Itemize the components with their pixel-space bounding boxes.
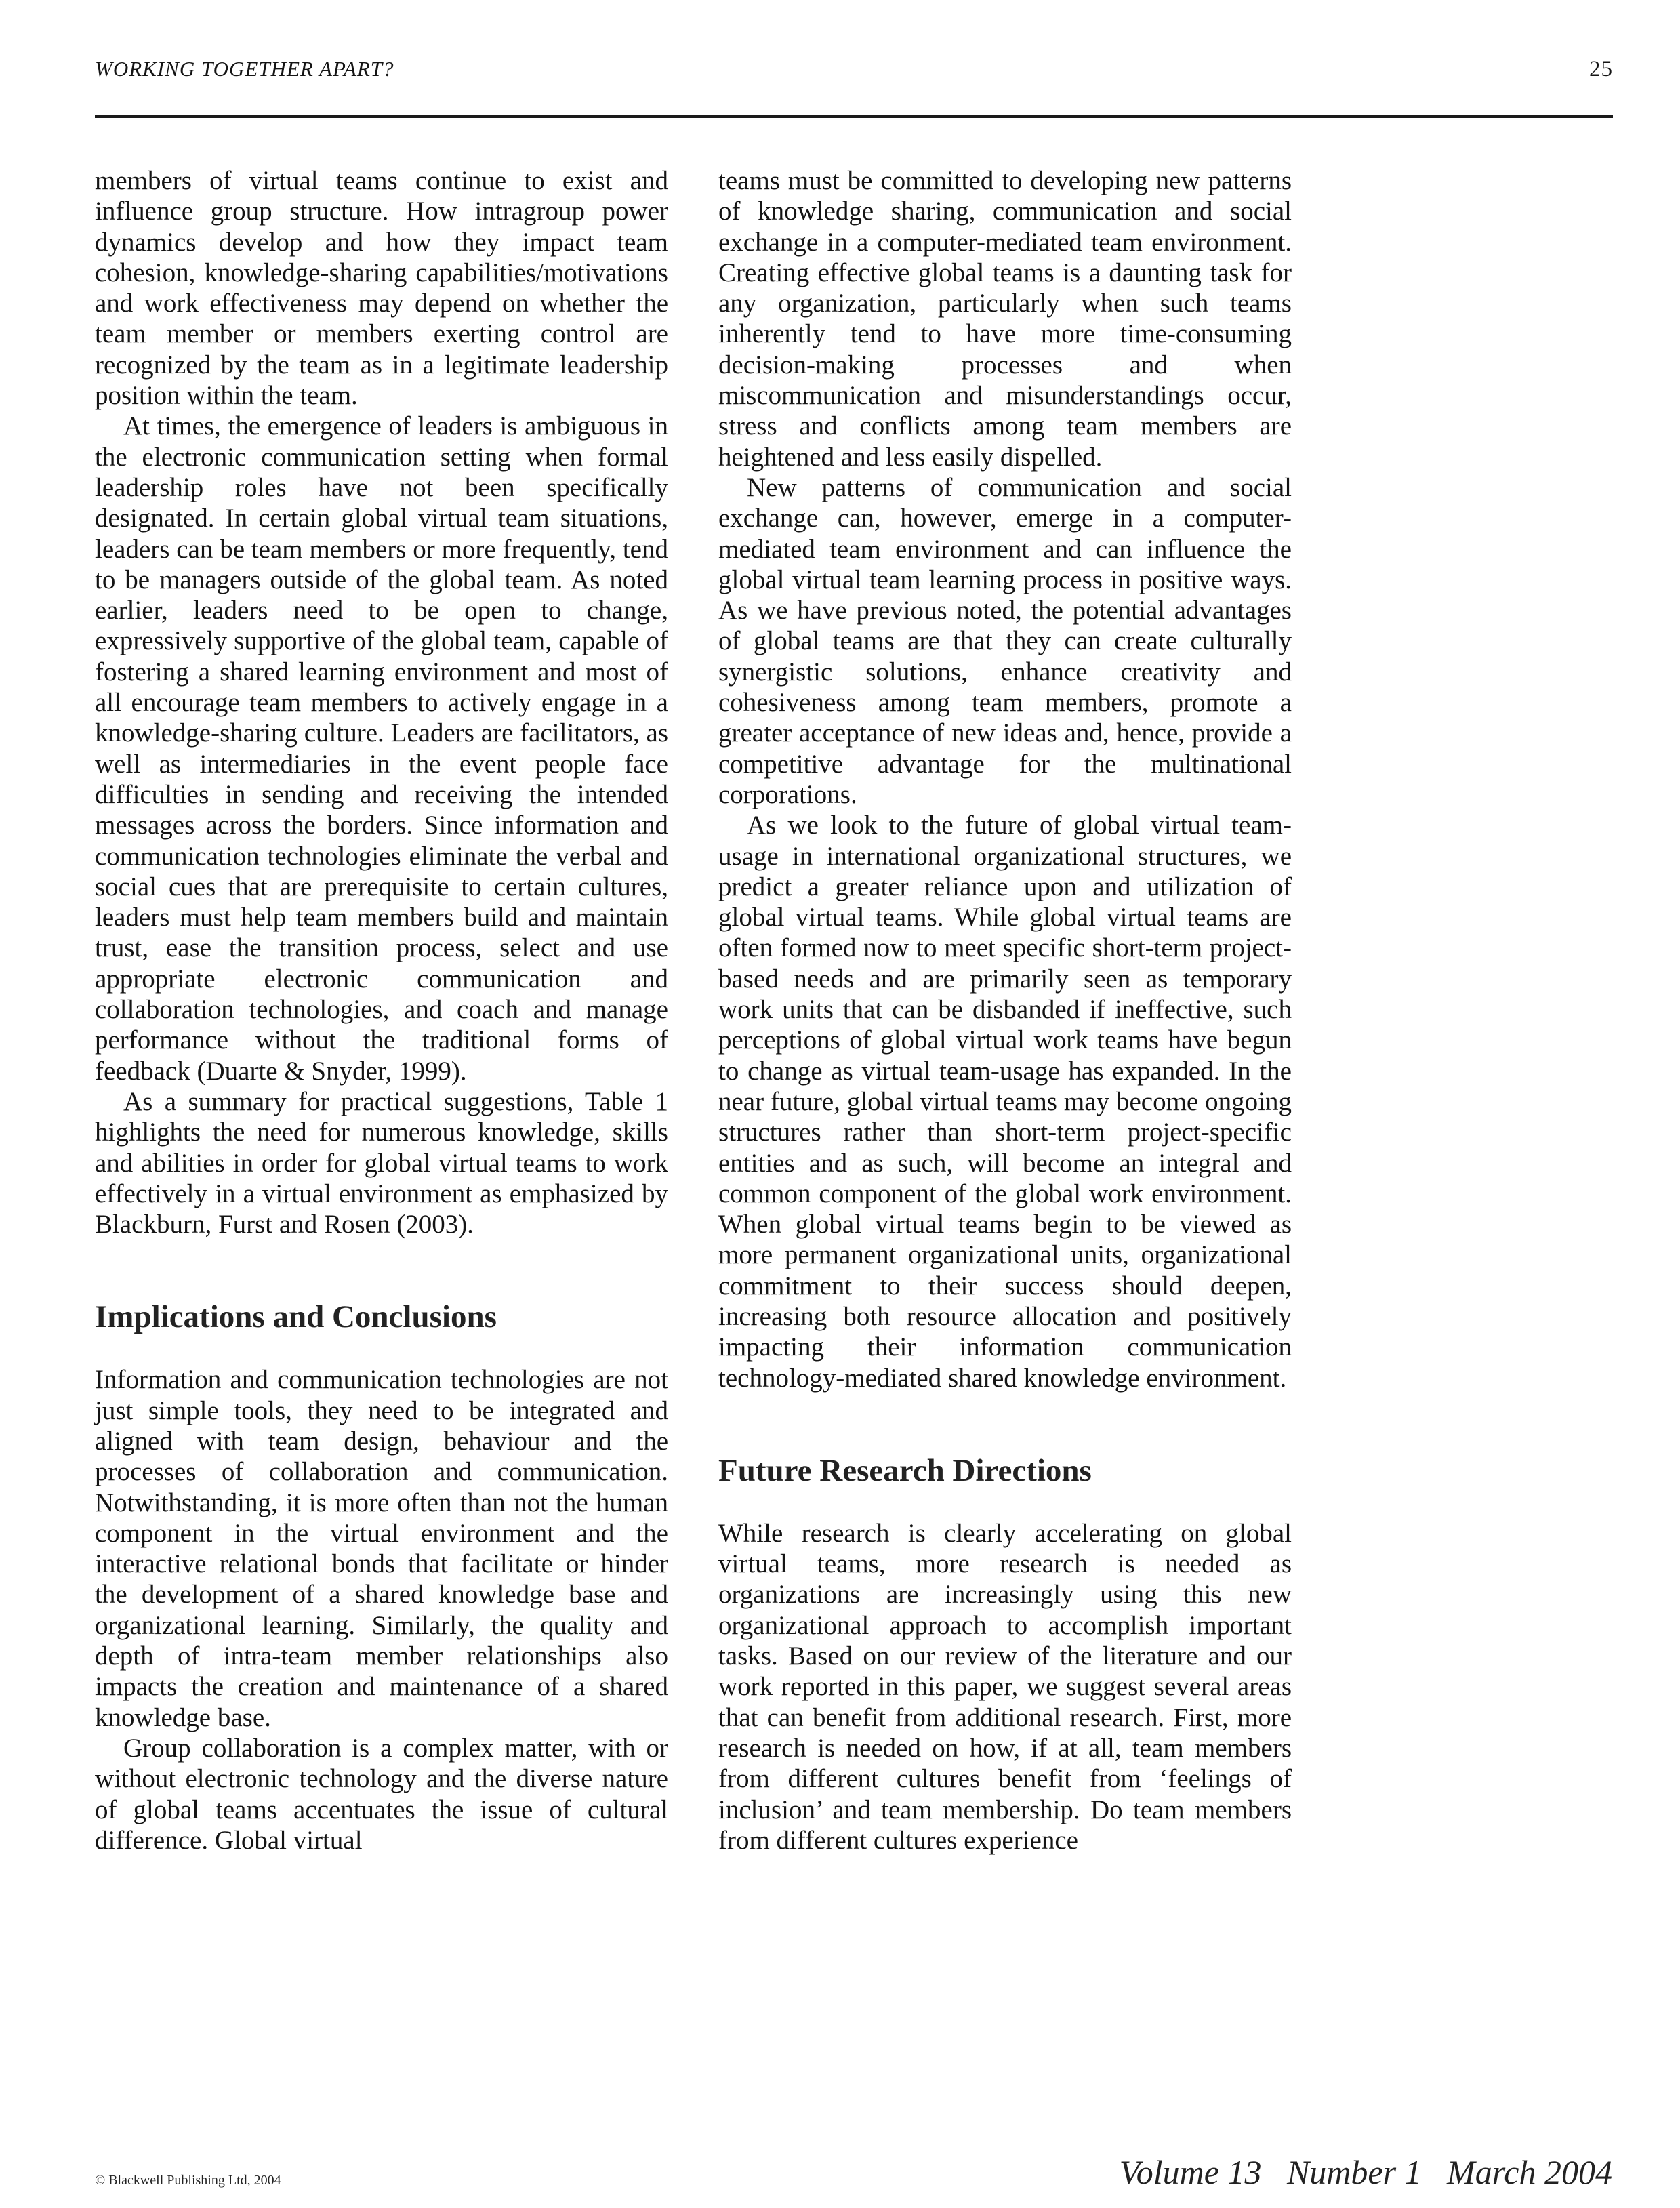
paragraph: teams must be committed to developing new patterns of knowledge sharing, communication and social exchange in a computer-mediated team environment. Creating effective global teams is a daunting task for any organization, particularly when such teams inherently tend to have more time-consuming decision-making processes and when miscommunication and misunderstandings occur, stress and conflicts among team members are heightened and less easily dispelled. (718, 166, 1292, 472)
paragraph: While research is clearly accelerating on global virtual teams, more research is needed as organizations are increasingly using this new organizational approach to accomplish important tasks. Based on our review of the literature and our work reported in this paper, we suggest several areas that can benefit from additional research. First, more research is needed on how, if at all, team members from different cultures benefit from ‘feelings of inclusion’ and team membership. Do team members from different cultures experience (718, 1518, 1292, 1855)
paragraph: New patterns of communication and social exchange can, however, emerge in a computer-mediated team environment and can influence the global virtual team learning process in positive ways. As we have previous noted, the potential advantages of global teams are that they can create culturally synergistic solutions, enhance creativity and cohesiveness among team members, promote a greater acceptance of new ideas and, hence, provide a competitive advantage for the multinational corporations. (718, 472, 1292, 809)
paragraph: As we look to the future of global virtual team-usage in international organizational structures, we predict a greater reliance upon and utilization of global virtual teams. While global virtual teams are often formed now to meet specific short-term project-based needs and are primarily seen as temporary work units that can be disbanded if ineffective, such perceptions of global virtual work teams have begun to change as virtual team-usage has expanded. In the near future, global virtual teams may become ongoing structures rather than short-term project-specific entities and as such, will become an integral and common component of the global work environment. When global virtual teams begin to be viewed as more permanent organizational units, organizational commitment to their success should deepen, increasing both resource allocation and positively impacting their information communication technology-mediated shared knowledge environment. (718, 811, 1292, 1393)
header-rule (95, 115, 1613, 118)
issue-info: Volume 13 Number 1 March 2004 (1119, 2153, 1612, 2191)
copyright-notice: © Blackwell Publishing Ltd, 2004 (95, 2173, 281, 2188)
paragraph: At times, the emergence of leaders is ambiguous in the electronic communication setting when formal leadership roles have not been specifically designated. In certain global virtual team situations, leaders can be team members or more frequently, tend to be managers outside of the global team. As noted earlier, leaders need to be open to change, expressively supportive of the global team, capable of fostering a shared learning environment and most of all encourage team members to actively engage in a knowledge-sharing culture. Leaders are facilitators, as well as intermediaries in the event people face difficulties in sending and receiving the intended messages across the borders. Since information and communication technologies eliminate the verbal and social cues that are prerequisite to certain cultures, leaders must help team members build and maintain trust, ease the transition process, select and use appropriate electronic communication and collaboration technologies, and coach and manage performance without the traditional forms of feedback (Duarte & Snyder, 1999). (95, 411, 668, 1086)
paragraph: As a summary for practical suggestions, Table 1 highlights the need for numerous knowledge, skills and abilities in order for global virtual teams to work effectively in a virtual environment as emphasized by Blackburn, Furst and Rosen (2003). (95, 1086, 668, 1240)
running-title: WORKING TOGETHER APART? (95, 57, 394, 81)
paragraph: Group collaboration is a complex matter, with or without electronic technology and the diverse nature of global teams accentuates the issue of cultural difference. Global virtual (95, 1733, 668, 1855)
left-column (95, 165, 668, 1856)
section-heading-future-research: Future Research Directions (718, 1452, 1092, 1488)
right-column (718, 165, 1292, 1856)
paragraph: members of virtual teams continue to exist and influence group structure. How intragroup power dynamics develop and how they impact team cohesion, knowledge-sharing capabilities/motivations and work effectiveness may depend on whether the team member or members exerting control are recognized by the team as in a legitimate leadership position within the team. (95, 166, 668, 411)
section-heading-implications: Implications and Conclusions (95, 1299, 497, 1335)
paragraph: Information and communication technologies are not just simple tools, they need to be integrated and aligned with team design, behaviour and the processes of collaboration and communication. Notwithstanding, it is more often than not the human component in the virtual environment and the interactive relational bonds that facilitate or hinder the development of a shared knowledge base and organizational learning. Similarly, the quality and depth of intra-team member relationships also impacts the creation and maintenance of a shared knowledge base. (95, 1365, 668, 1732)
page-number: 25 (1589, 57, 1613, 81)
running-head (95, 57, 1613, 87)
